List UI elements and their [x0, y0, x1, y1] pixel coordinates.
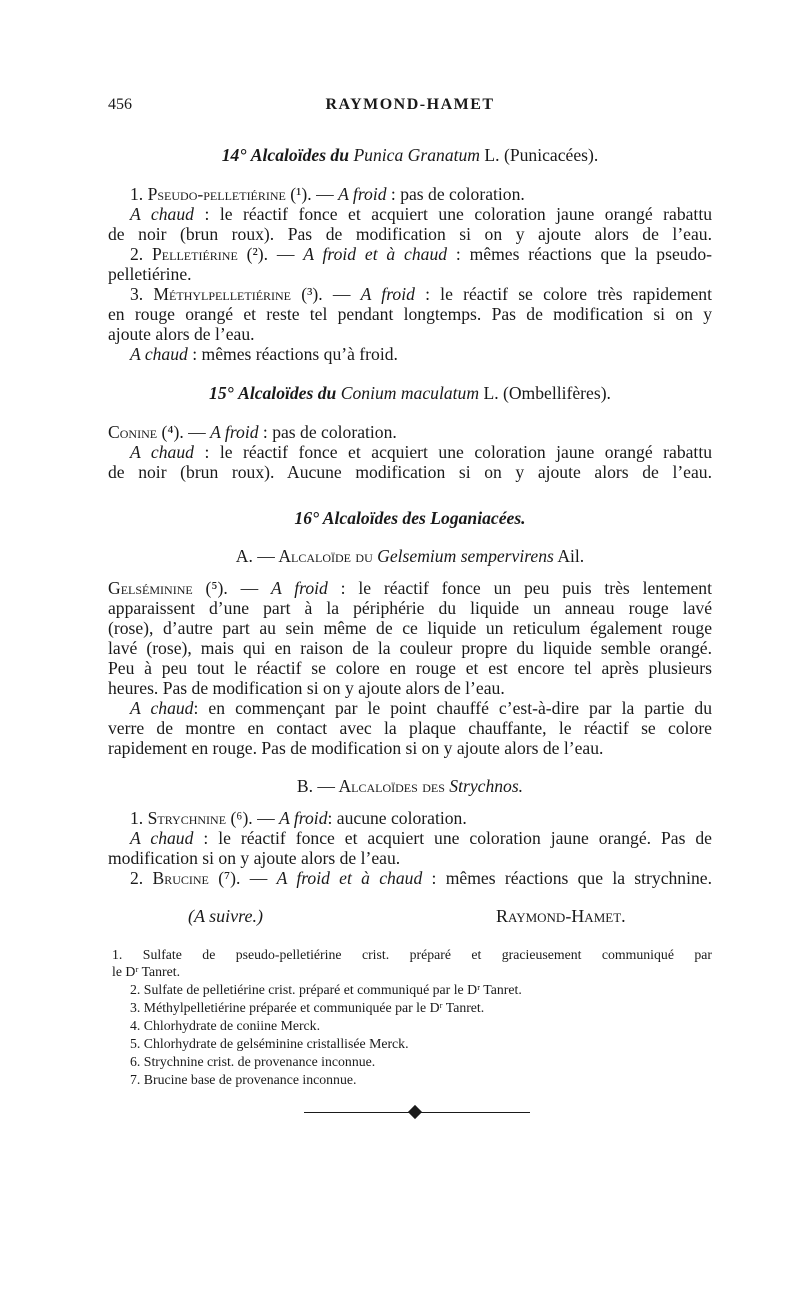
dash: — [316, 184, 339, 204]
condition: A froid [271, 578, 328, 598]
footnote-ref: (³). [301, 284, 323, 304]
condition: A chaud [130, 828, 194, 848]
subsection-a-heading [108, 546, 712, 566]
sec14-line-1 [130, 184, 525, 204]
heading-text: Alcaloïdes du [238, 383, 337, 403]
sec14-line-3: de noir (brun roux). Pas de modification si on y ajoute alors de l’eau. [108, 224, 712, 244]
condition: A froid et à chaud [276, 868, 423, 888]
sec16-g-line-1 [108, 578, 712, 598]
sec15-line-2 [130, 442, 712, 462]
species-name: Conium maculatum [340, 383, 480, 403]
result-text: : mêmes réactions que la strychnine. [422, 868, 712, 888]
subsection-label: A. — Alcaloïde du [235, 546, 373, 566]
condition: A chaud [130, 344, 188, 364]
sec16-s-line-2 [130, 828, 712, 848]
sec16-g-line-8: verre de montre en contact avec la plaque chauffante, le réactif se colore [108, 718, 712, 738]
condition: A froid [360, 284, 415, 304]
to-be-continued: (A suivre.) [188, 906, 263, 926]
sec16-g-line-9: rapidement en rouge. Pas de modification si on y ajoute alors de l’eau. [108, 738, 604, 758]
result-text: : mêmes réactions qu’à froid. [187, 344, 398, 364]
condition: A froid [279, 808, 328, 828]
result-text: : le réactif fonce et acquiert une coloration jaune orangé rabattu [193, 442, 712, 462]
result-text: : pas de coloration. [258, 422, 397, 442]
species-name: Gelsemium sempervirens [377, 546, 554, 566]
sec16-s-line-4 [130, 868, 712, 888]
subsection-b-heading [108, 776, 712, 796]
sec16-g-line-4: lavé (rose), mais qui en raison de la couleur propre du liquide semble orangé. [108, 638, 712, 658]
section-16-heading: 16° Alcaloïdes des Loganiacées. [294, 508, 526, 528]
result-text: : le réactif fonce et acquiert une coloration jaune orangé rabattu [193, 204, 712, 224]
result-text: : mêmes réactions que la pseudo- [447, 244, 713, 264]
dash: — [240, 868, 277, 888]
result-text: : pas de coloration. [386, 184, 525, 204]
footnote: 3. Méthylpelletiérine préparée et communiquée par le Dʳ Tanret. [130, 1000, 485, 1015]
condition: A chaud [130, 442, 194, 462]
condition: A froid et à chaud [303, 244, 448, 264]
footnote: 6. Strychnine crist. de provenance inconnue. [130, 1054, 376, 1069]
footnote: 1. Sulfate de pseudo-pelletiérine crist. préparé et gracieusement communiqué par [112, 947, 712, 962]
genus-name: Strychnos. [449, 776, 524, 796]
running-title: RAYMOND-HAMET [325, 96, 495, 113]
section-num: 15° [209, 383, 234, 403]
alkaloid-name: 2. Brucine [130, 868, 209, 888]
sec14-line-4 [130, 244, 712, 264]
author-abbrev: Ail. [557, 546, 585, 566]
footnote-ref: (⁴). [161, 422, 184, 442]
dash: — [268, 244, 304, 264]
sec14-line-6 [130, 284, 712, 304]
section-15-heading [108, 383, 712, 403]
footnote: 2. Sulfate de pelletiérine crist. préparé et communiqué par le Dʳ Tanret. [130, 982, 522, 997]
family-name: L. (Punicacées). [484, 145, 599, 165]
sec15-line-3: de noir (brun roux). Aucune modification si on y ajoute alors de l’eau. [108, 462, 712, 482]
heading-text: Alcaloïdes du [250, 145, 350, 165]
sec14-line-2 [130, 204, 712, 224]
result-text: : le réactif se colore très rapidement [414, 284, 712, 304]
sec16-g-line-6: heures. Pas de modification si on y ajoute alors de l’eau. [108, 678, 505, 698]
sec16-s-line-1 [130, 808, 467, 828]
sec14-line-5: pelletiérine. [108, 264, 192, 284]
alkaloid-name: 3. Méthylpelletiérine [130, 284, 292, 304]
dash: — [183, 422, 211, 442]
dash: — [252, 808, 280, 828]
sec16-g-line-5: Peu à peu tout le réactif se colore en rouge et est encore tel après plusieurs [108, 658, 712, 678]
sec16-s-line-3: modification si on y ajoute alors de l’eau. [108, 848, 401, 868]
alkaloid-name: 1. Strychnine [130, 808, 227, 828]
alkaloid-name: Gelséminine [108, 578, 193, 598]
footnote: 5. Chlorhydrate de gelséminine cristallisée Merck. [130, 1036, 409, 1051]
alkaloid-name: 1. Pseudo-pelletiérine [130, 184, 286, 204]
dash: — [227, 578, 272, 598]
sec14-line-9 [130, 344, 398, 364]
dash: — [322, 284, 361, 304]
footnote-continuation: le Dʳ Tanret. [112, 964, 181, 979]
result-text: : aucune coloration. [327, 808, 467, 828]
sec16-g-line-3: (rose), d’autre part au sein même de ce liquide un reticulum également rouge [108, 618, 712, 638]
footnote-ref: (⁵). [205, 578, 228, 598]
section-14-heading [108, 145, 712, 165]
author-signature: Raymond-Hamet. [496, 906, 626, 926]
result-text: : en commençant par le point chauffé c’est-à-dire par la partie du [193, 698, 712, 718]
sec16-g-line-7 [130, 698, 712, 718]
footnote: 7. Brucine base de provenance inconnue. [130, 1072, 357, 1087]
sec14-line-8: ajoute alors de l’eau. [108, 324, 255, 344]
result-text: : le réactif fonce et acquiert une coloration jaune orangé. Pas de [193, 828, 712, 848]
alkaloid-name: 2. Pelletiérine [130, 244, 238, 264]
diamond-ornament-icon [408, 1105, 422, 1119]
family-name: L. (Ombellifères). [483, 383, 611, 403]
footnote-ref: (²). [246, 244, 269, 264]
footnote-ref: (⁶). [230, 808, 253, 828]
page-number: 456 [108, 96, 132, 113]
sec15-line-1 [108, 422, 397, 442]
footnote-ref: (¹). [290, 184, 312, 204]
condition: A chaud [130, 204, 194, 224]
sec14-line-7: en rouge orangé et reste tel pendant longtemps. Pas de modification si on y [108, 304, 712, 324]
species-name: Punica Granatum [353, 145, 481, 165]
condition: A froid [210, 422, 259, 442]
section-num: 14° [221, 145, 247, 165]
alkaloid-name: Conine [108, 422, 158, 442]
subsection-label: B. — Alcaloïdes des [296, 776, 445, 796]
footnote-ref: (⁷). [218, 868, 241, 888]
condition: A chaud [130, 698, 194, 718]
condition: A froid [338, 184, 387, 204]
sec16-g-line-2: apparaissent d’une part à la périphérie du liquide un anneau rouge lavé [108, 598, 712, 618]
result-text: : le réactif fonce un peu puis très lentement [327, 578, 712, 598]
footnote: 4. Chlorhydrate de coniine Merck. [130, 1018, 321, 1033]
